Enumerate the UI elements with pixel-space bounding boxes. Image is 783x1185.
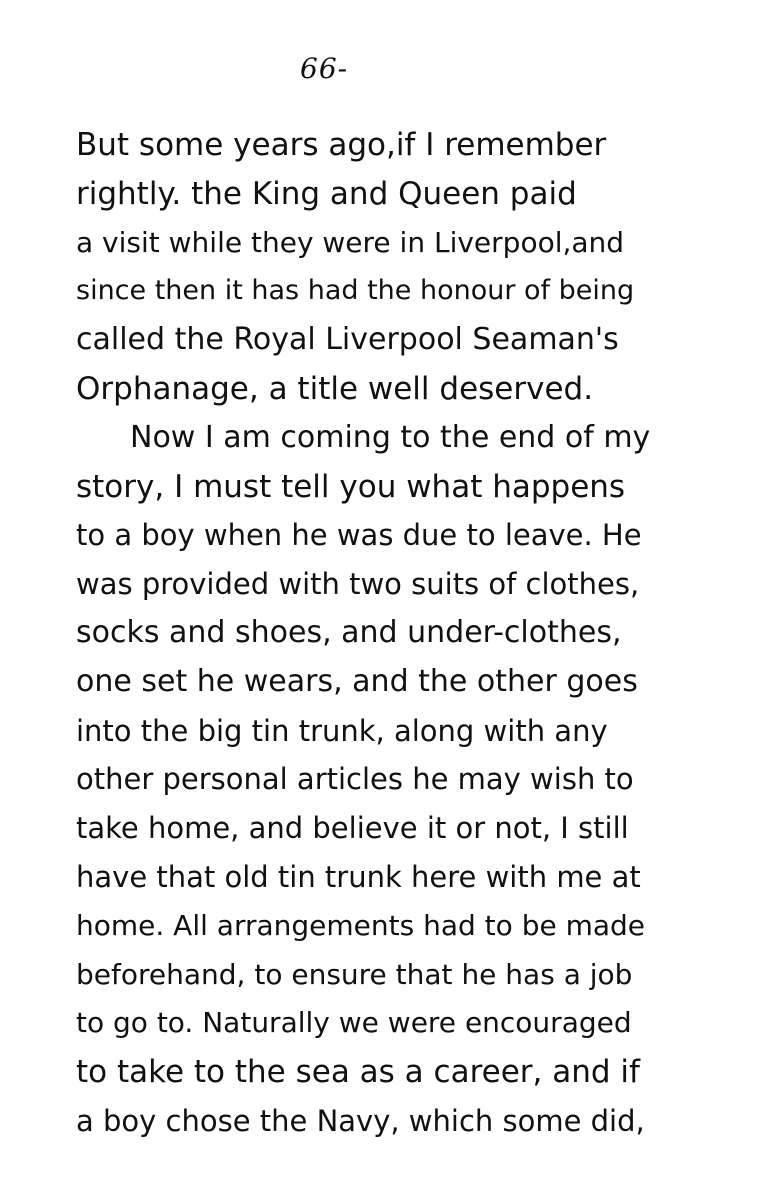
text-line: But some years ago,if I remember [76, 127, 607, 163]
text-line: one set he wears, and the other goes [76, 663, 638, 699]
text-line: home. All arrangements had to be made [76, 908, 646, 942]
text-line: story, I must tell you what happens [76, 468, 626, 505]
text-line: take home, and believe it or not, I still [76, 811, 629, 846]
text-line: since then it has had the honour of being [76, 275, 635, 307]
text-line: to go to. Naturally we were encouraged [76, 1006, 632, 1040]
text-line: called the Royal Liverpool Seaman's [76, 322, 619, 358]
text-line: Now I am coming to the end of my [130, 419, 651, 455]
text-line: other personal articles he may wish to [76, 762, 634, 797]
text-line: a visit while they were in Liverpool,and [76, 225, 625, 259]
handwritten-text-block [76, 121, 756, 1146]
text-line: to take to the sea as a career, and if [76, 1054, 640, 1091]
text-line: socks and shoes, and under-clothes, [76, 614, 622, 650]
text-line: into the big tin trunk, along with any [76, 713, 608, 748]
page-number: 66- [300, 52, 349, 85]
text-line: to a boy when he was due to leave. He [76, 518, 642, 553]
text-line: a boy chose the Navy, which some did, [76, 1103, 645, 1138]
text-line: rightly. the King and Queen paid [76, 175, 577, 212]
text-line: beforehand, to ensure that he has a job [76, 957, 633, 991]
text-line: was provided with two suits of clothes, [76, 567, 640, 602]
text-line: Orphanage, a title well deserved. [76, 370, 594, 407]
text-line: have that old tin trunk here with me at [76, 859, 641, 894]
